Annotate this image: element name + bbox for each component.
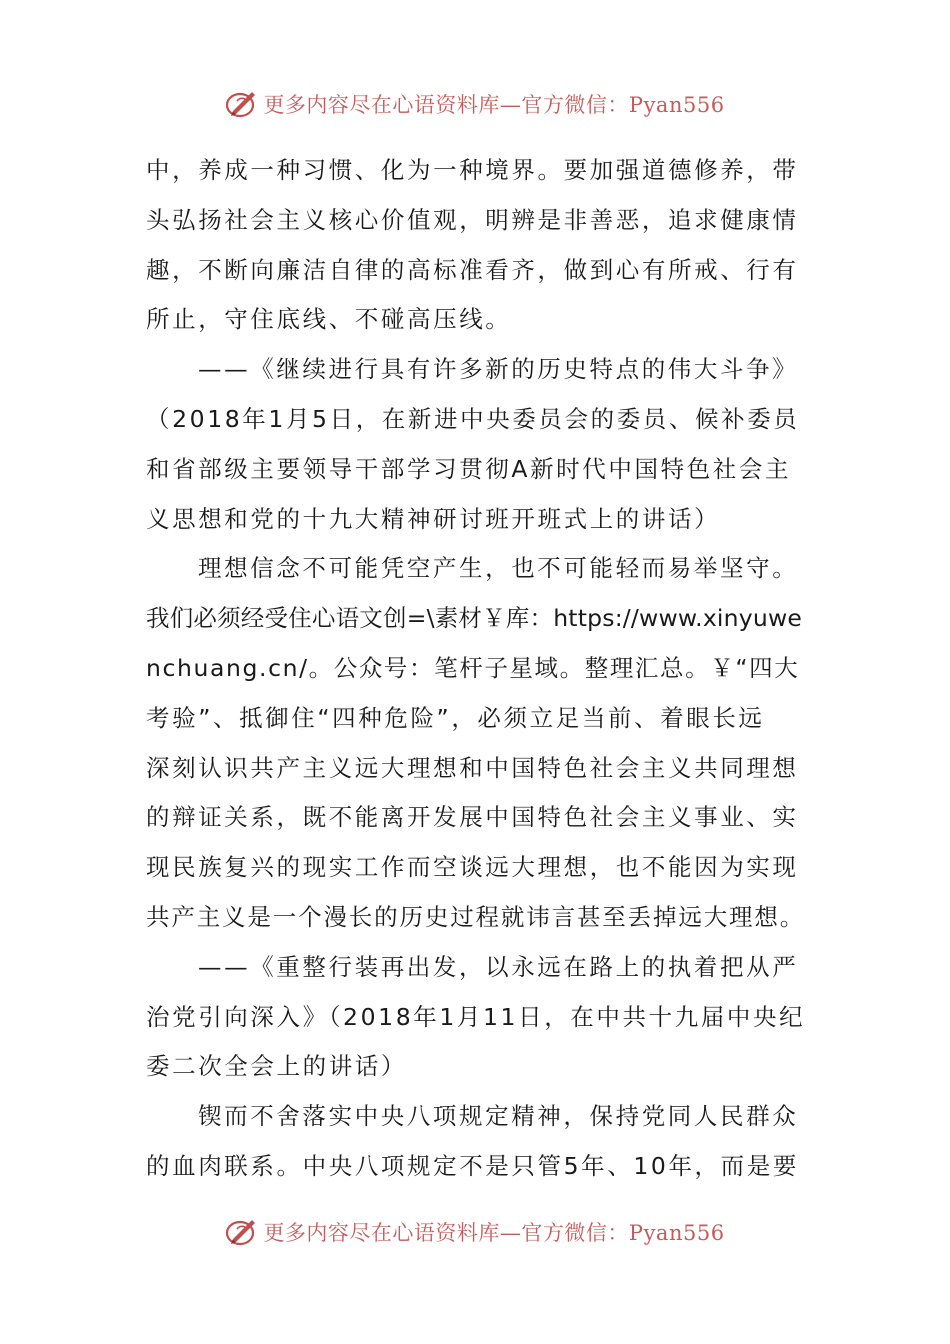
footer-text: 更多内容尽在心语资料库—官方微信：Pyan556	[263, 1221, 725, 1245]
text-line: 的辩证关系，既不能离开发展中国特色社会主义事业、实	[146, 803, 799, 832]
citation-line: 和省部级主要领导干部学习贯彻A新时代中国特色社会主	[146, 454, 792, 483]
header-banner	[0, 84, 950, 124]
citation-line: ——《继续进行具有许多新的历史特点的伟大斗争》	[198, 355, 799, 384]
text-line: 现民族复兴的现实工作而空谈远大理想，也不能因为实现	[146, 853, 799, 882]
text-line: 深刻认识共产主义远大理想和中国特色社会主义共同理想	[146, 753, 799, 782]
text-line: 锲而不舍落实中央八项规定精神，保持党同人民群众	[198, 1102, 799, 1131]
citation-line: 治党引向深入》（2018年1月11日，在中共十九届中央纪	[146, 1002, 806, 1031]
citation-line: 义思想和党的十九大精神研讨班开班式上的讲话）	[146, 504, 721, 533]
text-line: 理想信念不可能凭空产生，也不可能轻而易举坚守。	[198, 554, 799, 583]
header-text: 更多内容尽在心语资料库—官方微信：Pyan556	[263, 93, 725, 117]
citation-line: ——《重整行装再出发，以永远在路上的执着把从严	[198, 952, 799, 981]
pen-logo-icon	[225, 87, 259, 121]
citation-line: （2018年1月5日，在新进中央委员会的委员、候补委员	[146, 404, 800, 433]
text-line: 中，养成一种习惯、化为一种境界。要加强道德修养，带	[146, 156, 799, 184]
text-line: 所止，守住底线、不碰高压线。	[146, 305, 512, 334]
document-body	[146, 146, 810, 1192]
citation-line: 委二次全会上的讲话）	[146, 1052, 407, 1081]
text-line: 趣，不断向廉洁自律的高标准看齐，做到心有所戒、行有	[146, 255, 799, 284]
text-line: 的血肉联系。中央八项规定不是只管5年、10年，而是要	[146, 1151, 799, 1180]
text-line: 考验”、抵御住“四种危险”，必须立足当前、着眼长远	[146, 703, 765, 732]
text-line: 共产主义是一个漫长的历史过程就讳言甚至丢掉远大理想。	[146, 902, 806, 931]
pen-logo-icon	[225, 1215, 259, 1249]
footer-banner	[0, 1212, 950, 1252]
text-line: 我们必须经受住心语文创=\素材￥库：https://www.xinyuwe	[146, 604, 803, 633]
text-line: nchuang.cn/。公众号：笔杆子星域。整理汇总。￥“四大	[146, 653, 800, 682]
text-line: 头弘扬社会主义核心价值观，明辨是非善恶，追求健康情	[146, 205, 799, 234]
